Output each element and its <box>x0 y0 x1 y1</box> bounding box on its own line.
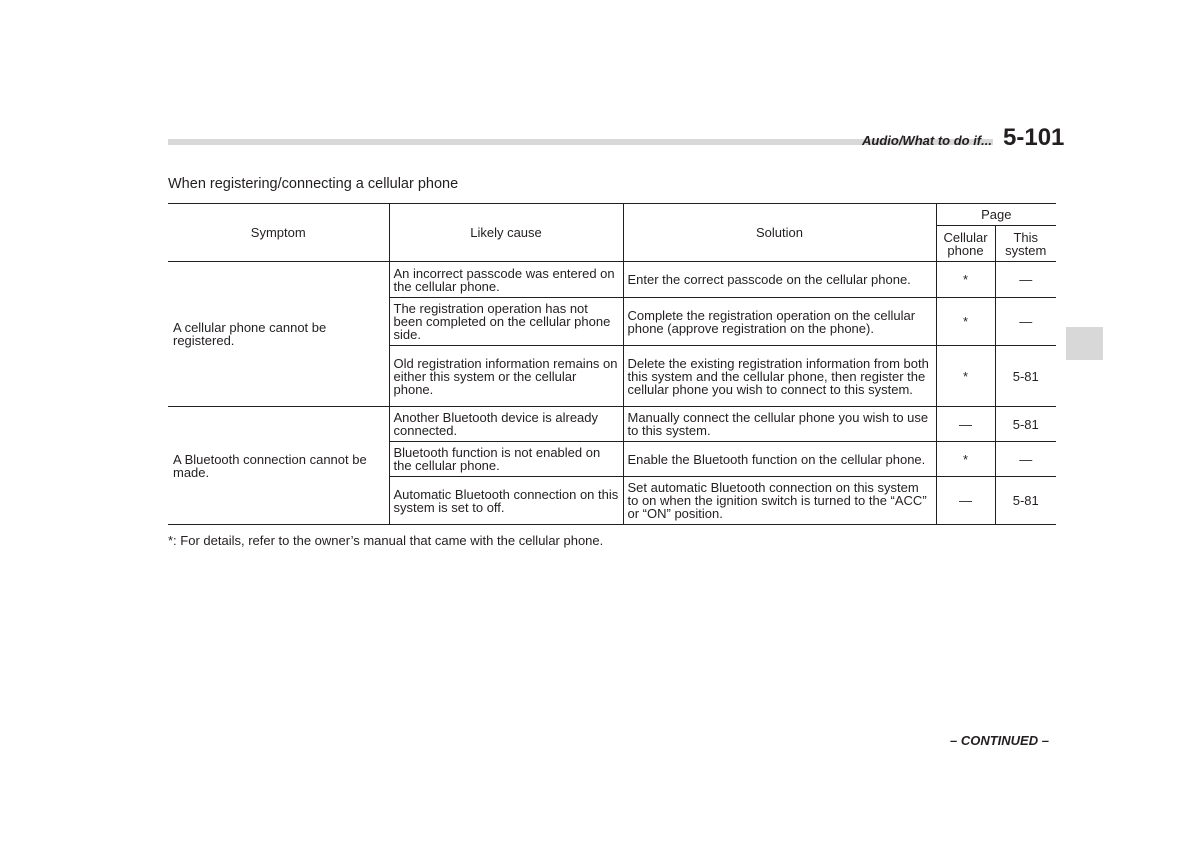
solution-cell: Enter the correct passcode on the cellular phone. <box>623 262 936 298</box>
page-cellular-cell: * <box>936 346 995 407</box>
table-row <box>168 407 1056 442</box>
page-system-cell: — <box>995 298 1056 346</box>
solution-cell: Manually connect the cellular phone you wish to use to this system. <box>623 407 936 442</box>
solution-cell: Set automatic Bluetooth connection on this system to on when the ignition switch is turned to the “ACC” or “ON” position. <box>623 477 936 525</box>
page-system-cell: — <box>995 262 1056 298</box>
page-cellular-cell: — <box>936 407 995 442</box>
section-heading: When registering/connecting a cellular phone <box>168 176 459 192</box>
running-header-section: Audio/What to do if... <box>862 133 992 148</box>
cause-cell: The registration operation has not been completed on the cellular phone side. <box>389 298 623 346</box>
footnote: *: For details, refer to the owner’s manual that came with the cellular phone. <box>168 533 604 548</box>
page-cellular-cell: * <box>936 262 995 298</box>
header-likely-cause: Likely cause <box>389 204 623 262</box>
page-system-cell: 5-81 <box>995 407 1056 442</box>
page-system-cell: — <box>995 442 1056 477</box>
header-page: Page <box>936 204 1056 226</box>
page-cellular-cell: * <box>936 298 995 346</box>
page-system-cell: 5-81 <box>995 477 1056 525</box>
continued-label: – CONTINUED – <box>950 733 1049 748</box>
header-symptom: Symptom <box>168 204 389 262</box>
cause-cell: Bluetooth function is not enabled on the cellular phone. <box>389 442 623 477</box>
symptom-cell: A cellular phone cannot be registered. <box>168 262 389 407</box>
cause-cell: Automatic Bluetooth connection on this system is set to off. <box>389 477 623 525</box>
troubleshooting-table <box>168 203 1056 525</box>
chapter-thumb-tab <box>1066 327 1103 360</box>
header-solution: Solution <box>623 204 936 262</box>
cause-cell: Another Bluetooth device is already connected. <box>389 407 623 442</box>
header-this-system: This system <box>995 226 1056 262</box>
page-system-cell: 5-81 <box>995 346 1056 407</box>
solution-cell: Enable the Bluetooth function on the cellular phone. <box>623 442 936 477</box>
page-cellular-cell: * <box>936 442 995 477</box>
table-row <box>168 262 1056 298</box>
page-number: 5-101 <box>1003 124 1065 151</box>
cause-cell: An incorrect passcode was entered on the cellular phone. <box>389 262 623 298</box>
symptom-cell: A Bluetooth connection cannot be made. <box>168 407 389 525</box>
cause-cell: Old registration information remains on either this system or the cellular phone. <box>389 346 623 407</box>
page-cellular-cell: — <box>936 477 995 525</box>
header-cellular-phone: Cellular phone <box>936 226 995 262</box>
solution-cell: Delete the existing registration information from both this system and the cellular phone, then register the cellular phone you wish to connect to this system. <box>623 346 936 407</box>
solution-cell: Complete the registration operation on the cellular phone (approve registration on the phone). <box>623 298 936 346</box>
